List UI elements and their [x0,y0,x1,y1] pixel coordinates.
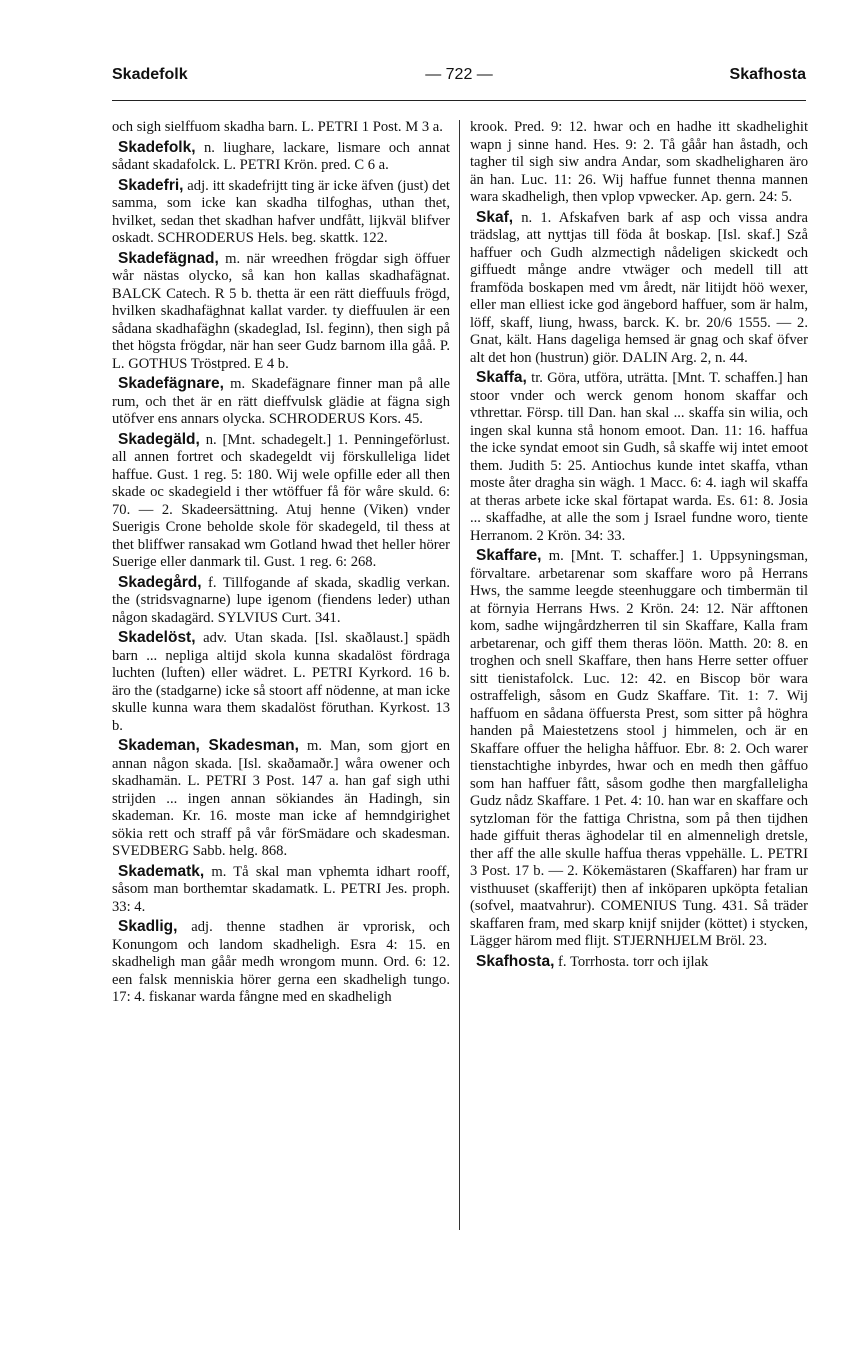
column-divider [459,120,460,1230]
entry-text: adj. itt skadefrijtt ting är icke äfven (just) det samma, som icke kan skadha tilfoghas, uthan thet, hvilket, sedan thet skadhan hafver undfått, lijkväl blifver oskadt. SCHRODERUS Hels. beg. skattk. 122. [112,177,450,246]
right-column [470,118,808,973]
entry [470,547,808,951]
entry-headword: Skadefägnare, [118,375,224,392]
entry-headword: Skaffare, [476,547,542,564]
entry-headword: Skademan, Skadesman, [118,737,299,754]
entry [112,177,450,248]
entry [112,375,450,429]
page-number: — 722 — [425,66,493,83]
entry-text: adv. Utan skada. [Isl. skaðlaust.] spädh barn ... nepliga altijd skola kunna skadalöst fördraga luchten (luften) eller wädret. L. PETRI Kyrkord. 16 b. äro the (stadgarne) icke så stoort aff nödenne, at man icke skulle kunna wara them skadalöst föruthan. Kyrkost. 13 b. [112,630,450,734]
entry-text: n. liughare, lackare, lismare och annat sådant skadafolck. L. PETRI Krön. pred. C 6 a. [112,139,450,173]
entry-headword: Skadematk, [118,862,205,880]
header-last-entry: Skafhosta [729,66,806,83]
page-header [112,66,806,92]
entry-text: adj. thenne stadhen är vprorisk, och Konungom och landom skadheligh. Esra 4: 15. en skadheligh man gåår medh wrongom munn. Ord. 6: 12. een falsk menniskia hörer gerna een skadheligh tungo. 17: 4. fiskanar warda fångne med en skadheligh [112,919,450,1005]
entry [112,863,450,917]
entry [112,250,450,374]
entry-text: f. Tillfogande af skada, skadlig verkan. the (stridsvagnarne) lupe igenom (fiendens leder) uthan någon skadagärd. SYLVIUS Curt. 341. [112,574,450,626]
entry [470,953,808,972]
entry-text: krook. Pred. 9: 12. hwar och en hadhe itt skadhelighit wapn j sinne hand. Hes. 9: 2. Tå gåår han åstadh, och tagher til sigh siw andra Andar, som skadheligharen äro än han. Luc. 11: 26. Wij haffue funnet thenna mannen wara skadheligh, then vplop vpwecker. Ap. gern. 24: 5. [470,119,808,205]
header-rule [112,100,806,101]
entry-text: n. 1. Afskafven bark af asp och vissa andra trädslag, att nyttjas till föda åt boskap. [Isl. skaf.] Szå haffuer och Gudh alzmectigh nådeligen skickedt och giffuedt månge andre vtwäger och medell till att framföda boskapen med vm åredt, när litijdt höö wexer, eller man elliest icke god ängebord haffuer, som är halm, löff, skaff, liung, hwass, barck. K. br. 20/6 1555. — 2. Gnat, kält. Hans dageliga hemsed är gnag och skaf öfver alt det hon (hustrun) giör. DALIN Arg. 2, n. 44. [470,209,808,366]
entry-text: m. Tå skal man vphemta idhart rooff, såsom man borthemtar skadamatk. L. PETRI Jes. proph. 33: 4. [112,863,450,915]
entry-headword: Skadegård, [118,573,202,591]
entry-headword: Skaffa, [476,369,527,386]
entry-text: m. Man, som gjort en annan någon skada. [Isl. skaðamaðr.] wåra owener och skadhamän. L. PETRI 3 Post. 147 a. han gaf sigh uthi strijden ... ingen annan sökiandes än Hadingh, sin skademan. Kr. 16. moste man icke af hemndgirighet sökia rett och straff på vår förSmädare och skadesman. SVEDBERG Sabb. helg. 868. [112,738,450,859]
entry [112,737,450,861]
header-first-entry: Skadefolk [112,66,188,83]
entry-text: m. när wreedhen frögdar sigh öffuer wår nästas olycko, så kan hon kallas skadhafägnat. BALCK Catech. R 5 b. thetta är een rätt dieffuuls frögd, hvilken skadhafäghnat kallat varder. ty dieffuulen är een sådana skadhafäghn (skadeglad, Isl. feginn), then sigh på thet högsta frögdar, när han seer Gudz barnom illa gåå. P. L. GOTHUS Tröstpred. E 4 b. [112,250,450,372]
entry-headword: Skadelöst, [118,629,196,646]
entry [112,139,450,175]
entry-headword: Skafhosta, [476,952,555,970]
entry-headword: Skadegäld, [118,430,200,448]
entry [112,918,450,1007]
entry [112,574,450,628]
entry [112,431,450,572]
entry-text: n. [Mnt. schadegelt.] 1. Penningeförlust. all annen fortret och skadegeldt vij förskulleliga lidet haffue. Gust. 1 reg. 5: 180. Wij wele opfille eder all then skade oc skadegield i ther wtöffuer få för wåre skuld. 6: 70. — 2. Skadeersättning. Atuj henne (Viken) vnder Suerigis Crone beholde skole för skadegeld, til thess at thet bliffwer ransakad wm Gotland hwad thet heller hörer Suerige eller danmark til. Gust. 1 reg. 6: 268. [112,431,450,570]
entry-text: m. [Mnt. T. schaffer.] 1. Uppsyningsman, förvaltare. arbetarenar som skaffare woro på Herrans Hws, the samme leegde steenhuggare och timbermän til at förnyia Herrans Hws. 2 Krön. 24: 12. När afftonen kom, sadhe wijngårdzherren til sin Skaffare, Kalla fram arbetarenar, och giff them theras löön. Matth. 20: 8. en troghen och snell Skaffare, then hans Herre setter offuer sitt tienistafolck. Luc. 12: 42. en Biscop bör wara ostraffeligh, såsom en Gudz Skaffare. Tit. 1: 7. Wij haffuom en sådana öffuersta Prest, som sitter på höghra handen på Maiestetzens stool j himmelen, och är en Skaffare offuer the heligha håffuor. Ebr. 8: 2. Och warer tienstachtighe inbyrdes, hwar och en medh then gåffuo som han haffuer fått, såsom godhe then margfalleligha Gudz nådz Skaffare. 1 Pet. 4: 10. han war en skaffare och sytzloman för the fattiga Christna, som på then tijdhen hade giffuit theras äghodelar til en almenneligh dretsle, ther aff the alle skulle haffua theras vppehälle. L. PETRI 3 Post. 17 b. — 2. Kökemästaren (Skaffaren) har fram ur visthuuset (skafferijt) then af inköparen upköpta fetalian (sofvel, maatvahrur). COMENIUS Tung. 431. Så träder skaffaren fram, med skarp knijf snijder (köttet) i stycken, Lägger härom med flijt. STJERNHJELM Bröl. 23. [470,548,808,949]
entry-text: f. Torrhosta. torr och ijlak [558,953,709,970]
entry-headword: Skadefolk, [118,138,196,156]
left-column [112,118,450,1009]
entry-headword: Skadefägnad, [118,249,219,267]
entry [112,629,450,735]
entry [112,118,450,137]
entry-headword: Skadefri, [118,176,184,194]
entry [470,369,808,545]
entry [470,118,808,207]
entry-text: m. Skadefägnare finner man på alle rum, och thet är en rätt dieffvulsk glädie at fägna sigh utöfver ens annars olycka. SCHRODERUS Kors. 45. [112,376,450,427]
entry-text: och sigh sielffuom skadha barn. L. PETRI 1 Post. M 3 a. [112,119,443,135]
entry-headword: Skadlig, [118,918,178,935]
entry [470,209,808,368]
entry-text: tr. Göra, utföra, uträtta. [Mnt. T. schaffen.] han stoor vnder och werck genom honom skaffar och vthrettar. Försp. till Dan. han skal ... skaffa sin wilia, och ingen skal kunna stå honom emoot. Dan. 11: 16. haffua the icke syndat emoot sin Gudh, så skaffe wij intet emoot them. Judith 5: 25. Antiochus kunde intet skaffa, vthan moste åter dragha sin wägh. 1 Macc. 6: 4. iagh wil skaffa at theras arbete icke skal förtapat warda. Es. 61: 8. Josia ... skaffadhe, at alle the som j Israel fundne woro, tiente Herranom. 2 Krön. 34: 33. [470,370,808,544]
entry-headword: Skaf, [476,208,514,226]
